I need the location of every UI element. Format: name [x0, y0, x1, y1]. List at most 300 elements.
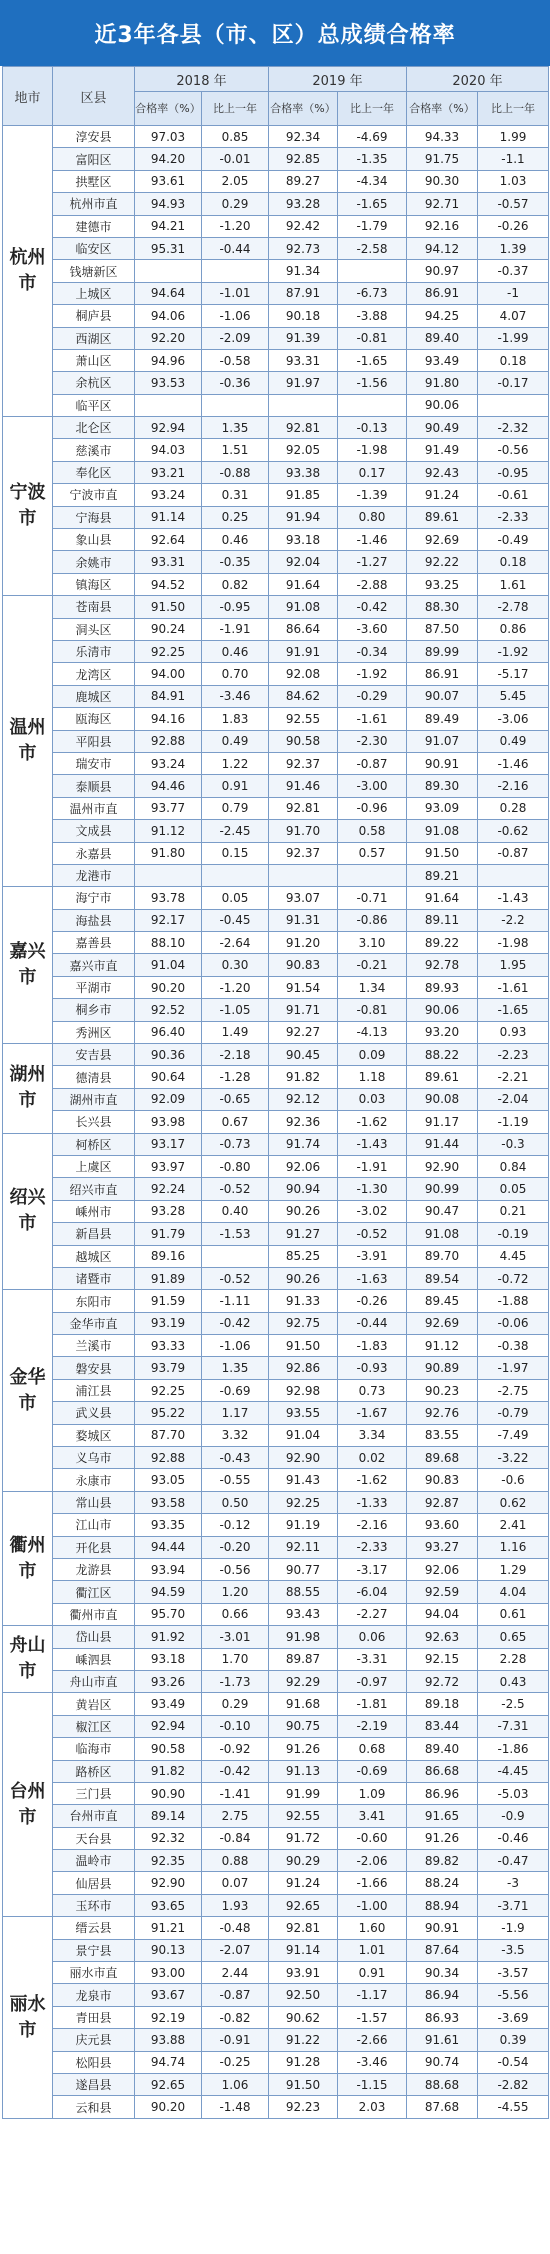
change-2018-cell	[202, 864, 269, 886]
rate-2018-cell: 94.20	[135, 148, 202, 170]
change-2020-cell	[478, 864, 549, 886]
rate-2020-cell: 91.17	[407, 1111, 478, 1133]
city-cell: 温州市	[3, 596, 53, 887]
change-2020-cell: 0.18	[478, 349, 549, 371]
change-2018-cell: -0.25	[202, 2051, 269, 2073]
table-row	[3, 1782, 549, 1804]
rate-2019-cell: 86.64	[269, 618, 338, 640]
change-2020-cell: 0.21	[478, 1200, 549, 1222]
county-cell: 新昌县	[53, 1223, 135, 1245]
change-2018-cell: 1.35	[202, 1357, 269, 1379]
rate-2018-cell: 92.25	[135, 640, 202, 662]
county-cell: 丽水市直	[53, 1962, 135, 1984]
table-row	[3, 1447, 549, 1469]
change-2018-cell: -2.09	[202, 327, 269, 349]
table-row	[3, 1111, 549, 1133]
change-2018-cell: 0.85	[202, 126, 269, 148]
county-cell: 常山县	[53, 1491, 135, 1513]
table-row	[3, 1379, 549, 1401]
table-row	[3, 282, 549, 304]
table-row	[3, 954, 549, 976]
change-2019-cell: -2.16	[338, 1514, 407, 1536]
rate-2019-cell: 93.07	[269, 887, 338, 909]
county-cell: 三门县	[53, 1782, 135, 1804]
rate-2020-cell: 89.61	[407, 1066, 478, 1088]
rate-2019-cell: 90.62	[269, 2006, 338, 2028]
rate-2020-cell: 94.25	[407, 305, 478, 327]
change-2018-cell: -2.07	[202, 1939, 269, 1961]
table-row	[3, 215, 549, 237]
rate-2018-cell: 90.20	[135, 976, 202, 998]
table-row	[3, 842, 549, 864]
rate-2019-cell: 91.46	[269, 775, 338, 797]
rate-2019-cell: 91.22	[269, 2029, 338, 2051]
header-change-2018: 比上一年	[202, 92, 269, 126]
change-2019-cell: -1.43	[338, 1133, 407, 1155]
county-cell: 临安区	[53, 237, 135, 259]
change-2019-cell: 1.34	[338, 976, 407, 998]
county-cell: 嵊州市	[53, 1200, 135, 1222]
rate-2020-cell: 88.22	[407, 1044, 478, 1066]
rate-2019-cell: 91.82	[269, 1066, 338, 1088]
change-2019-cell: -1.15	[338, 2073, 407, 2095]
change-2018-cell: 0.67	[202, 1111, 269, 1133]
rate-2020-cell: 92.59	[407, 1581, 478, 1603]
table-row	[3, 2029, 549, 2051]
rate-2019-cell: 85.25	[269, 1245, 338, 1267]
change-2019-cell	[338, 864, 407, 886]
table-row	[3, 1984, 549, 2006]
change-2020-cell: 4.45	[478, 1245, 549, 1267]
change-2020-cell: 1.39	[478, 237, 549, 259]
change-2019-cell: -6.04	[338, 1581, 407, 1603]
table-row	[3, 932, 549, 954]
table-row	[3, 1648, 549, 1670]
rate-2018-cell: 92.35	[135, 1850, 202, 1872]
change-2018-cell: -1.05	[202, 999, 269, 1021]
header-city: 地市	[3, 67, 53, 126]
county-cell: 乐清市	[53, 640, 135, 662]
change-2020-cell: -2.32	[478, 417, 549, 439]
city-cell: 绍兴市	[3, 1133, 53, 1290]
rate-2018-cell: 91.50	[135, 596, 202, 618]
rate-2019-cell: 92.27	[269, 1021, 338, 1043]
rate-2019-cell: 92.81	[269, 797, 338, 819]
change-2019-cell	[338, 394, 407, 416]
change-2018-cell: -0.52	[202, 1267, 269, 1289]
rate-2019-cell: 87.91	[269, 282, 338, 304]
city-cell: 台州市	[3, 1693, 53, 1917]
rate-2018-cell: 91.14	[135, 506, 202, 528]
county-cell: 临平区	[53, 394, 135, 416]
rate-2019-cell: 88.55	[269, 1581, 338, 1603]
table-row	[3, 1827, 549, 1849]
rate-2018-cell: 91.80	[135, 842, 202, 864]
rate-2020-cell: 91.80	[407, 372, 478, 394]
header-county: 区县	[53, 67, 135, 126]
change-2019-cell: -2.27	[338, 1603, 407, 1625]
rate-2020-cell: 86.93	[407, 2006, 478, 2028]
table-row	[3, 1715, 549, 1737]
rate-2020-cell: 89.22	[407, 932, 478, 954]
change-2019-cell: -0.42	[338, 596, 407, 618]
change-2019-cell: -3.02	[338, 1200, 407, 1222]
rate-2019-cell: 91.14	[269, 1939, 338, 1961]
change-2020-cell: 0.49	[478, 730, 549, 752]
change-2019-cell: -1.17	[338, 1984, 407, 2006]
rate-2020-cell: 86.96	[407, 1782, 478, 1804]
rate-2019-cell: 91.85	[269, 484, 338, 506]
change-2019-cell: 3.10	[338, 932, 407, 954]
rate-2018-cell: 93.31	[135, 551, 202, 573]
change-2018-cell: 2.75	[202, 1805, 269, 1827]
rate-2020-cell: 88.68	[407, 2073, 478, 2095]
change-2019-cell: 3.41	[338, 1805, 407, 1827]
rate-2020-cell: 89.82	[407, 1850, 478, 1872]
rate-2018-cell: 87.70	[135, 1424, 202, 1446]
change-2019-cell: 1.01	[338, 1939, 407, 1961]
rate-2020-cell: 89.68	[407, 1447, 478, 1469]
rate-2020-cell: 93.09	[407, 797, 478, 819]
change-2018-cell: -0.55	[202, 1469, 269, 1491]
table-row	[3, 1962, 549, 1984]
change-2020-cell: 0.62	[478, 1491, 549, 1513]
change-2020-cell: -1.61	[478, 976, 549, 998]
rate-2019-cell: 91.34	[269, 260, 338, 282]
rate-2019-cell: 92.29	[269, 1670, 338, 1692]
rate-2020-cell: 92.63	[407, 1626, 478, 1648]
rate-2020-cell: 90.91	[407, 752, 478, 774]
change-2020-cell: -1	[478, 282, 549, 304]
rate-2019-cell: 91.50	[269, 2073, 338, 2095]
change-2020-cell: -2.23	[478, 1044, 549, 1066]
header-change-2020: 比上一年	[478, 92, 549, 126]
rate-2018-cell: 95.70	[135, 1603, 202, 1625]
change-2018-cell: -0.10	[202, 1715, 269, 1737]
change-2018-cell: -3.46	[202, 685, 269, 707]
county-cell: 嘉善县	[53, 932, 135, 954]
change-2020-cell: -1.1	[478, 148, 549, 170]
table-row	[3, 1670, 549, 1692]
table-row	[3, 976, 549, 998]
rate-2018-cell: 93.26	[135, 1670, 202, 1692]
rate-2019-cell: 91.39	[269, 327, 338, 349]
change-2020-cell: -2.2	[478, 909, 549, 931]
rate-2020-cell: 91.65	[407, 1805, 478, 1827]
rate-2019-cell: 91.50	[269, 1335, 338, 1357]
rate-2020-cell: 91.24	[407, 484, 478, 506]
county-cell: 仙居县	[53, 1872, 135, 1894]
change-2019-cell: -0.81	[338, 327, 407, 349]
change-2019-cell: -0.97	[338, 1670, 407, 1692]
rate-2019-cell: 92.55	[269, 708, 338, 730]
rate-2019-cell: 92.08	[269, 663, 338, 685]
change-2019-cell: -1.98	[338, 439, 407, 461]
table-row	[3, 461, 549, 483]
rate-2020-cell: 88.30	[407, 596, 478, 618]
change-2018-cell: 1.35	[202, 417, 269, 439]
city-cell: 衢州市	[3, 1491, 53, 1625]
rate-2020-cell: 89.99	[407, 640, 478, 662]
rate-2019-cell: 91.94	[269, 506, 338, 528]
county-cell: 椒江区	[53, 1715, 135, 1737]
change-2020-cell: -1.65	[478, 999, 549, 1021]
rate-2018-cell: 93.88	[135, 2029, 202, 2051]
change-2018-cell: -2.18	[202, 1044, 269, 1066]
change-2020-cell: -1.86	[478, 1738, 549, 1760]
rate-2020-cell: 90.47	[407, 1200, 478, 1222]
change-2018-cell: 0.25	[202, 506, 269, 528]
rate-2018-cell: 93.65	[135, 1894, 202, 1916]
header-rate-2020: 合格率（%）	[407, 92, 478, 126]
change-2019-cell: -0.60	[338, 1827, 407, 1849]
change-2020-cell: -3.69	[478, 2006, 549, 2028]
table-row	[3, 1088, 549, 1110]
rate-2020-cell: 83.55	[407, 1424, 478, 1446]
change-2018-cell: 1.06	[202, 2073, 269, 2095]
rate-2018-cell: 91.89	[135, 1267, 202, 1289]
rate-2018-cell: 92.25	[135, 1379, 202, 1401]
county-cell: 绍兴市直	[53, 1178, 135, 1200]
county-cell: 永康市	[53, 1469, 135, 1491]
table-row	[3, 909, 549, 931]
rate-2018-cell: 94.64	[135, 282, 202, 304]
rate-2019-cell: 93.55	[269, 1402, 338, 1424]
change-2018-cell: 3.32	[202, 1424, 269, 1446]
rate-2020-cell: 89.40	[407, 327, 478, 349]
change-2018-cell	[202, 260, 269, 282]
table-row	[3, 1536, 549, 1558]
change-2019-cell: -1.00	[338, 1894, 407, 1916]
county-cell: 龙湾区	[53, 663, 135, 685]
rate-2019-cell: 92.06	[269, 1155, 338, 1177]
change-2019-cell: -0.26	[338, 1290, 407, 1312]
change-2020-cell: -1.46	[478, 752, 549, 774]
rate-2020-cell: 90.06	[407, 999, 478, 1021]
change-2019-cell: -1.81	[338, 1693, 407, 1715]
change-2019-cell: -0.86	[338, 909, 407, 931]
change-2018-cell: -0.95	[202, 596, 269, 618]
table-row	[3, 305, 549, 327]
change-2020-cell: -5.17	[478, 663, 549, 685]
county-cell: 德清县	[53, 1066, 135, 1088]
county-cell: 路桥区	[53, 1760, 135, 1782]
county-cell: 镇海区	[53, 573, 135, 595]
change-2019-cell: 0.91	[338, 1962, 407, 1984]
change-2018-cell: -0.91	[202, 2029, 269, 2051]
table-row	[3, 1066, 549, 1088]
table-row	[3, 2096, 549, 2118]
rate-2018-cell: 93.53	[135, 372, 202, 394]
change-2018-cell: -0.82	[202, 2006, 269, 2028]
change-2019-cell: 0.80	[338, 506, 407, 528]
change-2019-cell: -1.63	[338, 1267, 407, 1289]
rate-2018-cell: 93.33	[135, 1335, 202, 1357]
header-year-2020: 2020 年	[407, 67, 549, 92]
rate-2020-cell: 93.60	[407, 1514, 478, 1536]
change-2020-cell: 0.43	[478, 1670, 549, 1692]
county-cell: 西湖区	[53, 327, 135, 349]
rate-2019-cell: 91.33	[269, 1290, 338, 1312]
table-row	[3, 1894, 549, 1916]
rate-2019-cell: 92.04	[269, 551, 338, 573]
rate-2018-cell: 90.64	[135, 1066, 202, 1088]
rate-2019-cell: 91.97	[269, 372, 338, 394]
table-row	[3, 887, 549, 909]
rate-2018-cell: 92.94	[135, 417, 202, 439]
rate-2020-cell: 92.76	[407, 1402, 478, 1424]
rate-2018-cell: 93.94	[135, 1559, 202, 1581]
table-row	[3, 1939, 549, 1961]
change-2020-cell: -1.98	[478, 932, 549, 954]
rate-2018-cell: 88.10	[135, 932, 202, 954]
change-2018-cell: 0.91	[202, 775, 269, 797]
rate-2019-cell: 92.55	[269, 1805, 338, 1827]
table-row	[3, 551, 549, 573]
rate-2018-cell: 92.65	[135, 2073, 202, 2095]
rate-2018-cell: 84.91	[135, 685, 202, 707]
rate-2018-cell: 93.77	[135, 797, 202, 819]
change-2019-cell: -0.96	[338, 797, 407, 819]
table-row	[3, 1581, 549, 1603]
rate-2019-cell: 92.23	[269, 2096, 338, 2118]
rate-2020-cell: 91.49	[407, 439, 478, 461]
rate-2020-cell: 93.27	[407, 1536, 478, 1558]
change-2020-cell: -0.19	[478, 1223, 549, 1245]
county-cell: 开化县	[53, 1536, 135, 1558]
rate-2018-cell: 90.36	[135, 1044, 202, 1066]
change-2020-cell: 0.84	[478, 1155, 549, 1177]
rate-2018-cell: 93.24	[135, 752, 202, 774]
county-cell: 杭州市直	[53, 193, 135, 215]
table-row	[3, 663, 549, 685]
table-row	[3, 1850, 549, 1872]
rate-2019-cell: 91.98	[269, 1626, 338, 1648]
table-row	[3, 1245, 549, 1267]
change-2019-cell: -1.46	[338, 529, 407, 551]
rate-2018-cell: 92.20	[135, 327, 202, 349]
rate-2020-cell: 89.54	[407, 1267, 478, 1289]
table-row	[3, 1872, 549, 1894]
rate-2020-cell: 83.44	[407, 1715, 478, 1737]
table-row	[3, 1133, 549, 1155]
change-2018-cell: 0.40	[202, 1200, 269, 1222]
rate-2020-cell: 89.18	[407, 1693, 478, 1715]
rate-2019-cell: 91.74	[269, 1133, 338, 1155]
county-cell: 淳安县	[53, 126, 135, 148]
change-2018-cell: 0.88	[202, 1850, 269, 1872]
change-2020-cell: -0.47	[478, 1850, 549, 1872]
rate-2020-cell: 89.21	[407, 864, 478, 886]
change-2020-cell: -0.6	[478, 1469, 549, 1491]
change-2019-cell: -1.35	[338, 148, 407, 170]
table-row	[3, 999, 549, 1021]
change-2019-cell: 0.06	[338, 1626, 407, 1648]
rate-2019-cell: 91.43	[269, 1469, 338, 1491]
change-2018-cell: -1.11	[202, 1290, 269, 1312]
change-2020-cell: 0.65	[478, 1626, 549, 1648]
county-cell: 遂昌县	[53, 2073, 135, 2095]
rate-2018-cell: 93.05	[135, 1469, 202, 1491]
change-2020-cell: -4.55	[478, 2096, 549, 2118]
county-cell: 金华市直	[53, 1312, 135, 1334]
change-2019-cell: -3.88	[338, 305, 407, 327]
city-cell: 宁波市	[3, 417, 53, 596]
change-2019-cell: 1.18	[338, 1066, 407, 1088]
rate-2018-cell: 94.21	[135, 215, 202, 237]
change-2018-cell: 2.44	[202, 1962, 269, 1984]
rate-2020-cell: 92.22	[407, 551, 478, 573]
table-row	[3, 1559, 549, 1581]
county-cell: 文成县	[53, 820, 135, 842]
rate-2018-cell: 93.18	[135, 1648, 202, 1670]
county-cell: 嵊泗县	[53, 1648, 135, 1670]
change-2019-cell: -1.91	[338, 1155, 407, 1177]
rate-2018-cell: 93.17	[135, 1133, 202, 1155]
change-2020-cell: -1.99	[478, 327, 549, 349]
rate-2018-cell: 90.90	[135, 1782, 202, 1804]
rate-2018-cell: 89.14	[135, 1805, 202, 1827]
rate-2018-cell: 94.44	[135, 1536, 202, 1558]
county-cell: 拱墅区	[53, 170, 135, 192]
table-row	[3, 417, 549, 439]
rate-2020-cell: 90.74	[407, 2051, 478, 2073]
rate-2019-cell: 93.38	[269, 461, 338, 483]
table-row	[3, 1917, 549, 1939]
city-cell: 杭州市	[3, 126, 53, 417]
table-row	[3, 327, 549, 349]
change-2018-cell: -0.45	[202, 909, 269, 931]
rate-2019-cell: 92.37	[269, 752, 338, 774]
county-cell: 长兴县	[53, 1111, 135, 1133]
change-2020-cell: -2.75	[478, 1379, 549, 1401]
rate-2018-cell: 93.97	[135, 1155, 202, 1177]
rate-2020-cell: 90.99	[407, 1178, 478, 1200]
change-2018-cell: -0.42	[202, 1760, 269, 1782]
rate-2018-cell: 94.74	[135, 2051, 202, 2073]
change-2019-cell: 0.57	[338, 842, 407, 864]
change-2018-cell: 0.79	[202, 797, 269, 819]
change-2018-cell: 0.46	[202, 529, 269, 551]
change-2018-cell: -0.73	[202, 1133, 269, 1155]
table-row	[3, 1155, 549, 1177]
change-2020-cell: -3	[478, 1872, 549, 1894]
change-2018-cell: -3.01	[202, 1626, 269, 1648]
change-2019-cell: -4.13	[338, 1021, 407, 1043]
change-2018-cell: -0.20	[202, 1536, 269, 1558]
change-2018-cell: -0.44	[202, 237, 269, 259]
rate-2020-cell: 89.30	[407, 775, 478, 797]
county-cell: 象山县	[53, 529, 135, 551]
change-2018-cell: -1.48	[202, 2096, 269, 2118]
change-2020-cell: 0.28	[478, 797, 549, 819]
rate-2019-cell: 92.34	[269, 126, 338, 148]
rate-2020-cell: 92.87	[407, 1491, 478, 1513]
change-2019-cell: 2.03	[338, 2096, 407, 2118]
change-2018-cell: -1.41	[202, 1782, 269, 1804]
change-2020-cell: -2.5	[478, 1693, 549, 1715]
rate-2018-cell: 95.22	[135, 1402, 202, 1424]
change-2019-cell: 0.02	[338, 1447, 407, 1469]
change-2019-cell: -2.06	[338, 1850, 407, 1872]
table-row	[3, 820, 549, 842]
rate-2019-cell	[269, 864, 338, 886]
change-2020-cell: -0.26	[478, 215, 549, 237]
change-2020-cell: -2.33	[478, 506, 549, 528]
change-2020-cell: 0.93	[478, 1021, 549, 1043]
change-2019-cell: -2.30	[338, 730, 407, 752]
change-2018-cell: 0.05	[202, 887, 269, 909]
